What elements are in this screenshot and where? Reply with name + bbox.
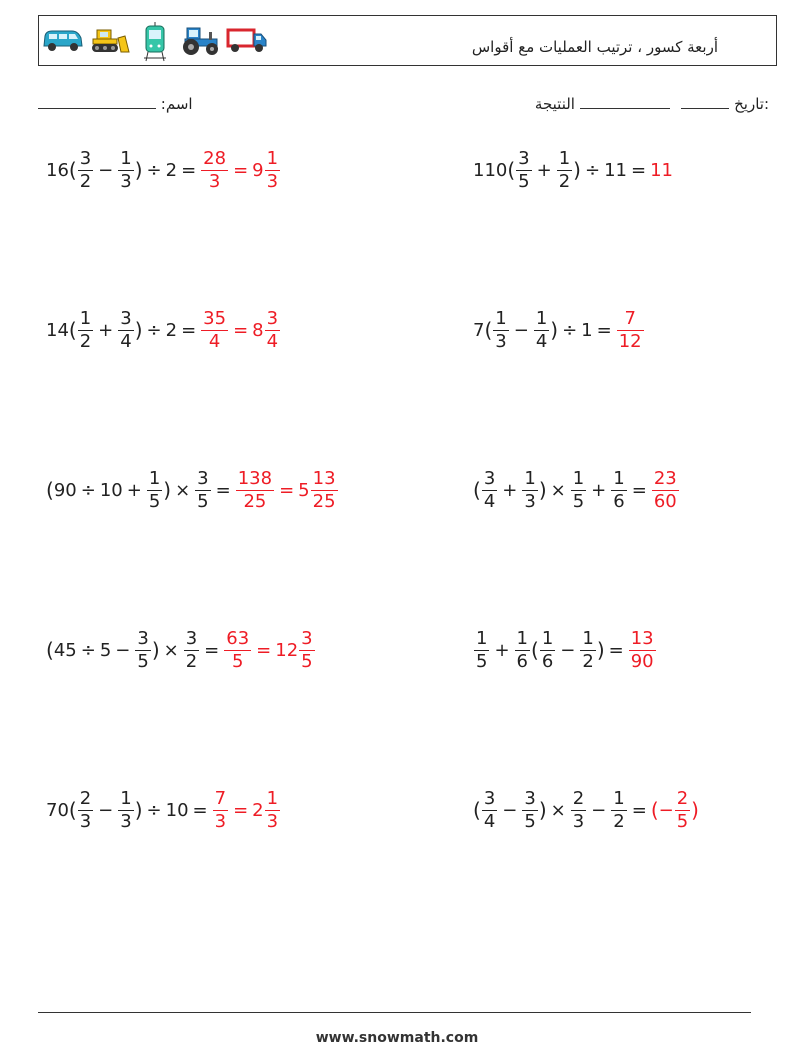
operator: ÷ (562, 319, 578, 341)
fraction (540, 629, 555, 672)
fraction (522, 469, 537, 512)
operator: = (181, 319, 197, 341)
numerator: 28 (203, 147, 227, 169)
operator: = (631, 799, 647, 821)
number: 11 (604, 159, 627, 181)
answer-fraction (224, 629, 251, 672)
numerator: 1 (266, 787, 279, 809)
fraction (118, 789, 133, 832)
numerator: 2 (79, 787, 92, 809)
numerator: 35 (203, 307, 227, 329)
parenthesis: ( (46, 638, 54, 662)
parenthesis: ) (151, 638, 160, 662)
answer-operator: = (233, 799, 249, 821)
answer-number: 8 (252, 319, 264, 341)
answer-operator: = (256, 639, 272, 661)
tractor-icon (179, 24, 221, 56)
operator: × (550, 799, 566, 821)
number: 45 (53, 639, 77, 661)
denominator: 2 (185, 650, 198, 672)
problem-4 (473, 302, 645, 358)
problem-2 (473, 142, 673, 198)
denominator: 5 (301, 650, 313, 672)
fraction (118, 309, 133, 352)
numerator: 3 (483, 787, 496, 809)
answer-fraction (265, 309, 280, 352)
number: 70 (46, 799, 69, 821)
operator: × (175, 479, 191, 501)
denominator: 3 (214, 810, 227, 832)
problem-10 (473, 782, 699, 838)
numerator: 7 (214, 787, 227, 809)
answer-number: 5 (298, 479, 310, 501)
operator: × (163, 639, 179, 661)
operator: − (591, 799, 607, 821)
fraction (493, 309, 508, 352)
numerator: 3 (518, 147, 530, 169)
parenthesis: ( (68, 318, 77, 342)
answer-number: 9 (252, 159, 264, 181)
denominator: 5 (572, 490, 585, 512)
denominator: 3 (266, 810, 279, 832)
answer-fraction (265, 149, 280, 192)
fraction (611, 789, 626, 832)
operator: = (631, 479, 647, 501)
denominator: 60 (653, 490, 677, 512)
answer-parenthesis: ) (691, 798, 699, 822)
numerator: 138 (237, 467, 273, 489)
answer-parenthesis: ( (650, 798, 659, 822)
operator: + (494, 639, 510, 661)
problem-7 (46, 622, 316, 678)
fraction (78, 309, 93, 352)
numerator: 23 (653, 467, 677, 489)
answer-fraction (652, 469, 679, 512)
denominator: 3 (572, 810, 585, 832)
fraction (78, 789, 93, 832)
operator: = (181, 159, 197, 181)
fraction (147, 469, 162, 512)
answer-fraction (265, 789, 280, 832)
denominator: 4 (208, 330, 221, 352)
denominator: 2 (79, 170, 92, 192)
answer-operator: = (233, 159, 249, 181)
problem-8 (473, 622, 657, 678)
numerator: 3 (137, 627, 149, 649)
denominator: 5 (231, 650, 244, 672)
denominator: 5 (197, 490, 209, 512)
denominator: 3 (524, 490, 536, 512)
date-score-field (535, 94, 769, 113)
number: 1 (581, 319, 593, 341)
parenthesis: ) (573, 158, 581, 182)
fraction (118, 149, 133, 192)
operator: × (550, 479, 566, 501)
answer-fraction (675, 789, 690, 832)
denominator: 5 (524, 810, 536, 832)
denominator: 3 (120, 170, 132, 192)
parenthesis: ( (68, 798, 77, 822)
number: 14 (46, 319, 69, 341)
denominator: 3 (266, 170, 279, 192)
fraction (482, 469, 497, 512)
denominator: 25 (312, 490, 336, 512)
parenthesis: ( (507, 158, 516, 182)
operator: − (115, 639, 131, 661)
fraction (474, 629, 489, 672)
fraction (516, 149, 531, 192)
denominator: 25 (243, 490, 267, 512)
denominator: 2 (558, 170, 571, 192)
numerator: 1 (613, 787, 625, 809)
fraction (580, 629, 595, 672)
denominator: 6 (516, 650, 528, 672)
numerator: 1 (79, 307, 92, 329)
worksheet-title: أربعة كسور ، ترتيب العمليات مع أقواس (471, 38, 718, 56)
operator: = (596, 319, 612, 341)
parenthesis: ( (473, 798, 481, 822)
answer-operator: = (233, 319, 249, 341)
operator: − (98, 799, 114, 821)
name-field (38, 94, 193, 113)
answer-fraction (311, 469, 338, 512)
fraction (184, 629, 199, 672)
date-label: :تاريخ (734, 95, 769, 113)
name-blank (38, 94, 156, 109)
answer-fraction (213, 789, 228, 832)
number: 110 (473, 159, 508, 181)
footer-rule (38, 1012, 751, 1013)
operator: ÷ (146, 159, 162, 181)
fraction (135, 629, 150, 672)
number: 5 (99, 639, 112, 661)
denominator: 3 (208, 170, 221, 192)
numerator: 1 (541, 627, 554, 649)
fraction (195, 469, 210, 512)
numerator: 1 (120, 787, 132, 809)
parenthesis: ) (538, 798, 547, 822)
denominator: 4 (120, 330, 132, 352)
problem-3 (46, 302, 281, 358)
score-label: النتيجة (534, 95, 575, 113)
numerator: 1 (535, 307, 548, 329)
denominator: 2 (613, 810, 625, 832)
number: 16 (46, 159, 69, 181)
fraction (515, 629, 530, 672)
operator: − (513, 319, 529, 341)
operator: ÷ (584, 159, 601, 181)
number: 2 (165, 319, 178, 341)
problem-5 (46, 462, 339, 518)
fraction (571, 469, 586, 512)
operator: ÷ (80, 479, 96, 501)
answer-fraction (201, 309, 228, 352)
operator: + (126, 479, 142, 501)
denominator: 6 (541, 650, 554, 672)
denominator: 2 (582, 650, 594, 672)
numerator: 2 (572, 787, 585, 809)
denominator: 5 (676, 810, 689, 832)
operator: = (608, 639, 624, 661)
numerator: 3 (79, 147, 92, 169)
denominator: 3 (495, 330, 507, 352)
operator: ÷ (146, 319, 162, 341)
denominator: 4 (483, 490, 496, 512)
fraction (482, 789, 497, 832)
numerator: 1 (120, 147, 132, 169)
parenthesis: ) (134, 318, 143, 342)
answer-fraction (201, 149, 228, 192)
denominator: 6 (613, 490, 625, 512)
denominator: 4 (535, 330, 548, 352)
parenthesis: ( (531, 638, 539, 662)
parenthesis: ( (484, 318, 493, 342)
numerator: 63 (226, 627, 250, 649)
number: 90 (53, 479, 77, 501)
operator: = (192, 799, 208, 821)
numerator: 3 (483, 467, 496, 489)
tram-icon (142, 22, 168, 62)
numerator: 3 (301, 627, 313, 649)
fraction (611, 469, 626, 512)
answer-fraction (299, 629, 314, 672)
operator: = (215, 479, 231, 501)
fraction (571, 789, 586, 832)
operator: ÷ (80, 639, 96, 661)
fraction (522, 789, 537, 832)
numerator: 1 (495, 307, 507, 329)
parenthesis: ( (68, 158, 77, 182)
van-icon (42, 28, 84, 54)
operator: − (502, 799, 518, 821)
answer-number: 2 (252, 799, 264, 821)
denominator: 12 (618, 330, 642, 352)
number: 10 (165, 799, 189, 821)
numerator: 1 (516, 627, 528, 649)
number: 7 (473, 319, 485, 341)
answer-operator: = (279, 479, 295, 501)
answer-number: 12 (275, 639, 299, 661)
answer-number: − (658, 799, 674, 821)
footer-url: www.snowmath.com (315, 1030, 479, 1046)
operator: = (630, 159, 647, 181)
numerator: 3 (120, 307, 132, 329)
denominator: 2 (79, 330, 92, 352)
fraction (534, 309, 549, 352)
date-blank (681, 94, 729, 109)
truck-icon (226, 26, 268, 54)
answer-fraction (629, 629, 656, 672)
parenthesis: ) (163, 478, 172, 502)
denominator: 90 (630, 650, 654, 672)
problem-6 (473, 462, 680, 518)
numerator: 13 (630, 627, 654, 649)
denominator: 5 (148, 490, 161, 512)
header-box (38, 15, 777, 66)
operator: + (591, 479, 607, 501)
denominator: 4 (266, 330, 279, 352)
operator: − (98, 159, 114, 181)
numerator: 7 (624, 307, 636, 329)
parenthesis: ) (134, 158, 143, 182)
answer-fraction (617, 309, 644, 352)
operator: − (560, 639, 576, 661)
parenthesis: ) (538, 478, 547, 502)
parenthesis: ) (596, 638, 605, 662)
problem-9 (46, 782, 281, 838)
denominator: 4 (483, 810, 496, 832)
parenthesis: ( (46, 478, 54, 502)
numerator: 1 (558, 147, 571, 169)
numerator: 1 (582, 627, 594, 649)
number: 2 (165, 159, 178, 181)
numerator: 2 (676, 787, 689, 809)
numerator: 1 (524, 467, 536, 489)
numerator: 3 (524, 787, 536, 809)
denominator: 3 (79, 810, 92, 832)
numerator: 3 (197, 467, 209, 489)
score-blank (580, 94, 670, 109)
parenthesis: ) (550, 318, 559, 342)
numerator: 3 (185, 627, 198, 649)
numerator: 1 (613, 467, 625, 489)
answer-number: 11 (650, 159, 673, 181)
fraction (557, 149, 572, 192)
operator: + (536, 159, 552, 181)
answer-fraction (236, 469, 274, 512)
operator: ÷ (146, 799, 162, 821)
numerator: 1 (266, 147, 279, 169)
numerator: 1 (572, 467, 585, 489)
operator: + (98, 319, 114, 341)
parenthesis: ( (473, 478, 481, 502)
denominator: 5 (137, 650, 149, 672)
numerator: 13 (312, 467, 336, 489)
denominator: 3 (120, 810, 132, 832)
problem-1 (46, 142, 281, 198)
number: 10 (99, 479, 123, 501)
name-label: :اسم (160, 95, 193, 113)
numerator: 1 (476, 627, 488, 649)
denominator: 5 (518, 170, 530, 192)
operator: = (204, 639, 220, 661)
denominator: 5 (476, 650, 488, 672)
bulldozer-icon (89, 26, 131, 54)
parenthesis: ) (134, 798, 143, 822)
fraction (78, 149, 93, 192)
numerator: 1 (148, 467, 161, 489)
numerator: 3 (266, 307, 279, 329)
operator: + (502, 479, 518, 501)
